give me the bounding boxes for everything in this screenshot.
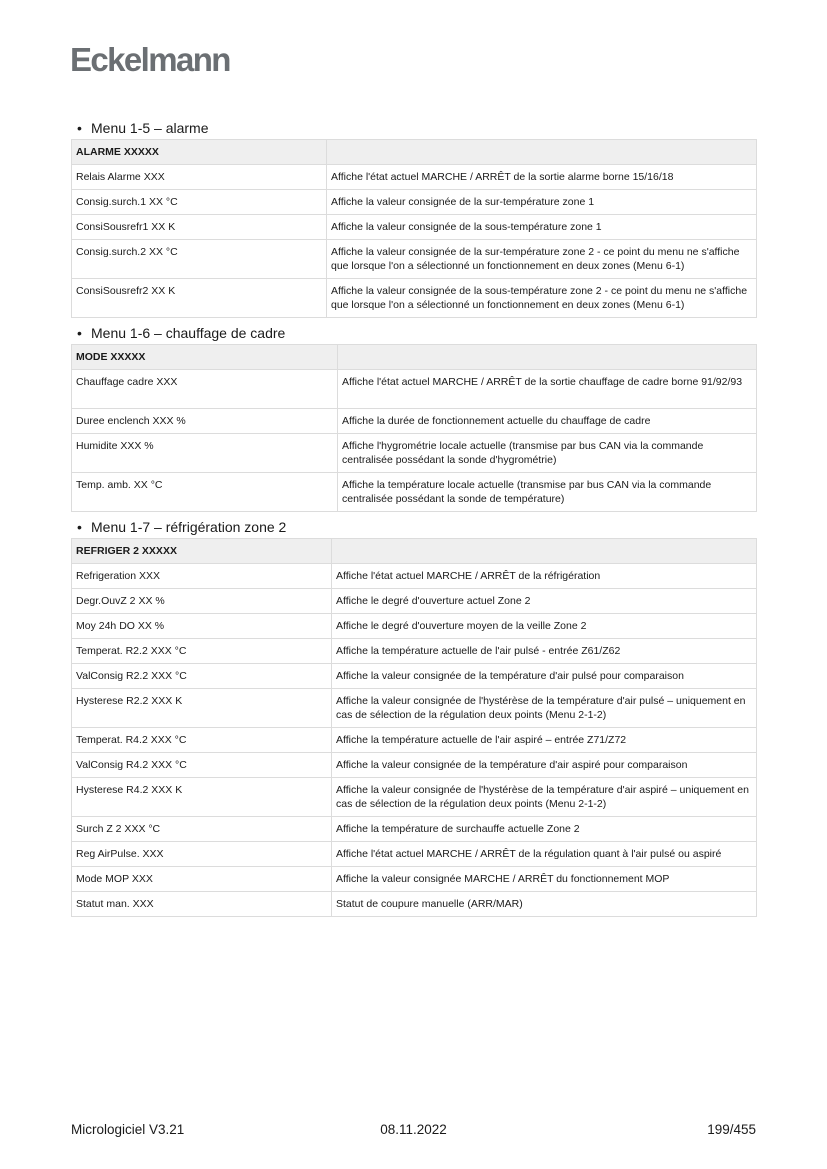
footer-date: 08.11.2022	[380, 1122, 447, 1137]
param-cell: Moy 24h DO XX %	[72, 614, 332, 639]
document-body	[71, 119, 756, 923]
description-cell: Affiche la valeur consignée de la température d'air pulsé pour comparaison	[332, 664, 757, 689]
description-cell: Affiche la température locale actuelle (transmise par bus CAN via la commande centralisée possédant la sonde de température)	[338, 473, 757, 512]
table-row	[72, 279, 757, 318]
description-cell: Affiche la température de surchauffe actuelle Zone 2	[332, 817, 757, 842]
table-row	[72, 473, 757, 512]
table-row	[72, 689, 757, 728]
table-header-cell: MODE XXXXX	[72, 345, 338, 370]
table-row	[72, 842, 757, 867]
param-cell: Hysterese R4.2 XXX K	[72, 778, 332, 817]
param-cell: Hysterese R2.2 XXX K	[72, 689, 332, 728]
param-cell: Refrigeration XXX	[72, 564, 332, 589]
param-cell: Statut man. XXX	[72, 892, 332, 917]
param-cell: Temperat. R4.2 XXX °C	[72, 728, 332, 753]
param-cell: Humidite XXX %	[72, 434, 338, 473]
table-header-row	[72, 539, 757, 564]
page-footer	[71, 1122, 756, 1140]
description-cell: Affiche la valeur consignée de la sur-température zone 1	[327, 190, 757, 215]
table-row	[72, 190, 757, 215]
description-cell: Affiche la valeur consignée de la sous-température zone 2 - ce point du menu ne s'affiche que lorsque l'on a sélectionné un fonctionnement en deux zones (Menu 6-1)	[327, 279, 757, 318]
table-row	[72, 753, 757, 778]
table-header-cell-empty	[327, 140, 757, 165]
table-header-cell: ALARME XXXXX	[72, 140, 327, 165]
table-menu-1-6	[71, 344, 757, 512]
bullet-icon: •	[77, 120, 82, 136]
description-cell: Affiche le degré d'ouverture moyen de la veille Zone 2	[332, 614, 757, 639]
description-cell: Affiche la durée de fonctionnement actuelle du chauffage de cadre	[338, 409, 757, 434]
table-row	[72, 409, 757, 434]
description-cell: Affiche l'hygrométrie locale actuelle (transmise par bus CAN via la commande centralisée possédant la sonde d'hygrométrie)	[338, 434, 757, 473]
param-cell: Consig.surch.2 XX °C	[72, 240, 327, 279]
brand-logo: Eckelmann	[70, 41, 230, 78]
table-header-row	[72, 345, 757, 370]
description-cell: Affiche la valeur consignée MARCHE / ARRÊT du fonctionnement MOP	[332, 867, 757, 892]
description-cell: Affiche la valeur consignée de la sous-température zone 1	[327, 215, 757, 240]
description-cell: Affiche l'état actuel MARCHE / ARRÊT de la sortie alarme borne 15/16/18	[327, 165, 757, 190]
table-row	[72, 370, 757, 409]
description-cell: Affiche la température actuelle de l'air pulsé - entrée Z61/Z62	[332, 639, 757, 664]
description-cell: Affiche la valeur consignée de la sur-température zone 2 - ce point du menu ne s'affiche que lorsque l'on a sélectionné un fonctionnement en deux zones (Menu 6-1)	[327, 240, 757, 279]
table-row	[72, 892, 757, 917]
table-header-row	[72, 140, 757, 165]
table-header-cell-empty	[332, 539, 757, 564]
footer-firmware-version: Micrologiciel V3.21	[71, 1122, 185, 1137]
description-cell: Affiche la valeur consignée de l'hystérèse de la température d'air aspiré – uniquement en cas de sélection de la régulation deux points (Menu 2-1-2)	[332, 778, 757, 817]
bullet-icon: •	[77, 325, 82, 341]
table-row	[72, 614, 757, 639]
description-cell: Affiche l'état actuel MARCHE / ARRÊT de la sortie chauffage de cadre borne 91/92/93	[338, 370, 757, 409]
param-cell: Duree enclench XXX %	[72, 409, 338, 434]
table-row	[72, 639, 757, 664]
table-row	[72, 165, 757, 190]
table-row	[72, 778, 757, 817]
table-row	[72, 867, 757, 892]
bullet-icon: •	[77, 519, 82, 535]
table-row	[72, 240, 757, 279]
description-cell: Affiche l'état actuel MARCHE / ARRÊT de la réfrigération	[332, 564, 757, 589]
description-cell: Affiche la température actuelle de l'air aspiré – entrée Z71/Z72	[332, 728, 757, 753]
param-cell: Surch Z 2 XXX °C	[72, 817, 332, 842]
description-cell: Statut de coupure manuelle (ARR/MAR)	[332, 892, 757, 917]
section-title-menu-1-5: • Menu 1-5 – alarme	[77, 120, 209, 136]
param-cell: Relais Alarme XXX	[72, 165, 327, 190]
param-cell: ValConsig R2.2 XXX °C	[72, 664, 332, 689]
footer-page-number: 199/455	[707, 1122, 756, 1137]
section-title-menu-1-6: • Menu 1-6 – chauffage de cadre	[77, 325, 286, 341]
param-cell: Consig.surch.1 XX °C	[72, 190, 327, 215]
description-cell: Affiche l'état actuel MARCHE / ARRÊT de la régulation quant à l'air pulsé ou aspiré	[332, 842, 757, 867]
table-header-cell-empty	[338, 345, 757, 370]
param-cell: Chauffage cadre XXX	[72, 370, 338, 409]
param-cell: ConsiSousrefr1 XX K	[72, 215, 327, 240]
param-cell: Mode MOP XXX	[72, 867, 332, 892]
param-cell: Degr.OuvZ 2 XX %	[72, 589, 332, 614]
description-cell: Affiche la valeur consignée de l'hystérèse de la température d'air pulsé – uniquement en cas de sélection de la régulation deux points (Menu 2-1-2)	[332, 689, 757, 728]
table-row	[72, 434, 757, 473]
table-menu-1-5	[71, 139, 757, 318]
param-cell: ValConsig R4.2 XXX °C	[72, 753, 332, 778]
table-row	[72, 728, 757, 753]
table-row	[72, 564, 757, 589]
description-cell: Affiche la valeur consignée de la température d'air aspiré pour comparaison	[332, 753, 757, 778]
table-header-cell: REFRIGER 2 XXXXX	[72, 539, 332, 564]
table-row	[72, 589, 757, 614]
table-row	[72, 817, 757, 842]
table-menu-1-7	[71, 538, 757, 917]
param-cell: ConsiSousrefr2 XX K	[72, 279, 327, 318]
table-row	[72, 664, 757, 689]
section-title-menu-1-7: • Menu 1-7 – réfrigération zone 2	[77, 519, 287, 535]
param-cell: Temp. amb. XX °C	[72, 473, 338, 512]
param-cell: Temperat. R2.2 XXX °C	[72, 639, 332, 664]
table-row	[72, 215, 757, 240]
description-cell: Affiche le degré d'ouverture actuel Zone 2	[332, 589, 757, 614]
param-cell: Reg AirPulse. XXX	[72, 842, 332, 867]
